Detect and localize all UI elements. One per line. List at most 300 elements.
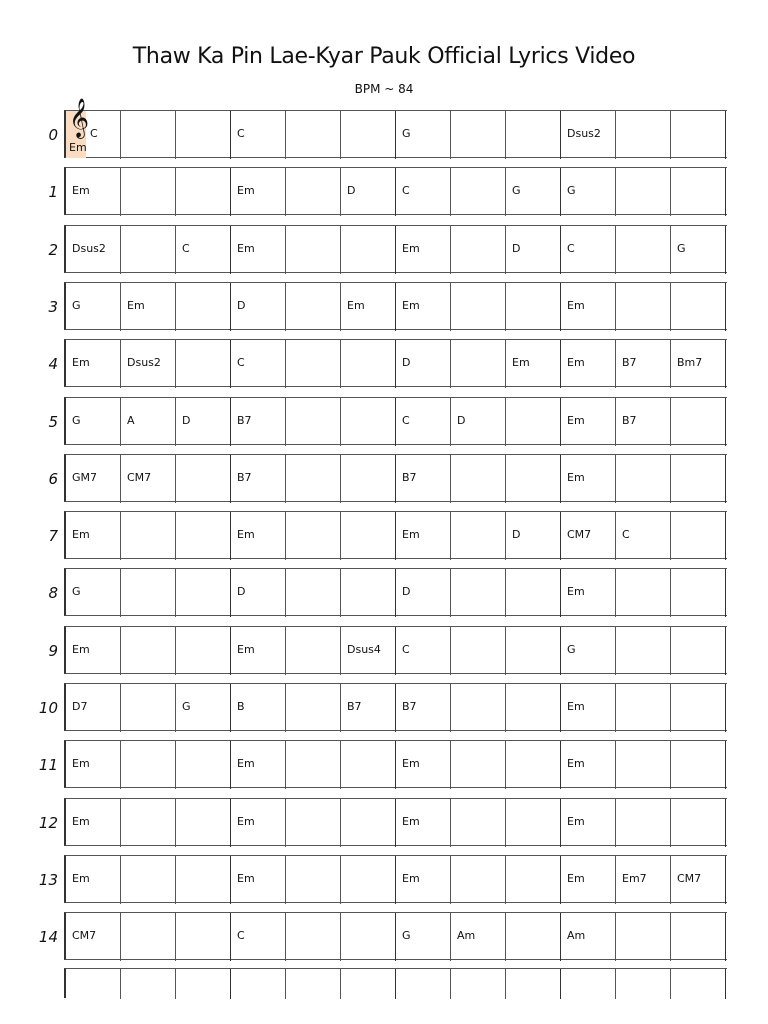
beat-cell[interactable] [506,799,561,847]
chord-label: Em [72,643,90,656]
chord-label: C [402,184,410,197]
beat-cell[interactable] [121,512,176,560]
beat-cell[interactable] [396,913,451,961]
beat-cell[interactable] [616,226,671,274]
chord-label: Em [402,872,420,885]
row-number: 8 [48,584,58,602]
beat-cell[interactable] [616,455,671,503]
beat-cell[interactable] [176,111,231,159]
chord-label: B7 [402,700,417,713]
measure-strip [64,454,727,502]
chord-label: Em [347,299,365,312]
chord-label: B7 [622,414,637,427]
chord-label: Em [237,643,255,656]
chord-row [0,855,768,903]
beat-cell[interactable] [231,569,286,617]
chord-label: Em [512,356,530,369]
beat-cell[interactable] [616,799,671,847]
beat-cell[interactable] [66,98,121,159]
beat-cell[interactable] [286,684,341,732]
chord-label: D [237,585,246,598]
beat-cell[interactable] [341,512,396,560]
chord-label: Em [72,356,90,369]
beat-cell[interactable] [671,283,726,331]
beat-cell[interactable] [396,340,451,388]
beat-cell[interactable] [396,455,451,503]
beat-cell[interactable] [396,283,451,331]
beat-cell[interactable] [506,627,561,675]
beat-cell[interactable] [671,627,726,675]
beat-cell[interactable] [231,226,286,274]
beat-cell[interactable] [66,969,121,999]
beat-cell[interactable] [231,455,286,503]
beat-cell[interactable] [66,856,121,904]
beat-cell[interactable] [616,168,671,216]
beat-cell[interactable] [341,455,396,503]
chord-label: Em [72,815,90,828]
beat-cell[interactable] [616,340,671,388]
chord-label: Em [402,815,420,828]
beat-cell[interactable] [66,569,121,617]
beat-cell[interactable] [616,741,671,789]
chord-label: D [402,356,411,369]
beat-cell[interactable] [451,856,506,904]
beat-cell[interactable] [66,684,121,732]
chord-label: CM7 [127,471,152,484]
beat-cell[interactable] [286,627,341,675]
beat-cell[interactable] [286,741,341,789]
beat-cell[interactable] [286,913,341,961]
beat-cell[interactable] [121,283,176,331]
row-number: 4 [48,355,58,373]
beat-cell[interactable] [66,799,121,847]
beat-cell[interactable] [451,913,506,961]
chord-row [0,282,768,330]
chord-label: G [182,700,191,713]
chord-label: Em [127,299,145,312]
beat-cell[interactable] [506,741,561,789]
beat-cell[interactable] [121,398,176,446]
beat-cell[interactable] [561,856,616,904]
chord-row [0,511,768,559]
beat-cell[interactable] [231,168,286,216]
beat-cell[interactable] [341,111,396,159]
row-number: 14 [38,928,58,946]
chord-label: Em [567,757,585,770]
chord-label: G [567,643,576,656]
beat-cell[interactable] [231,856,286,904]
chord-label: D [182,414,191,427]
beat-cell[interactable] [616,512,671,560]
chord-label: Em [72,757,90,770]
treble-clef-icon: 𝄞 [69,98,90,138]
row-number: 1 [48,183,58,201]
beat-cell[interactable] [671,799,726,847]
beat-cell[interactable] [671,856,726,904]
beat-cell[interactable] [616,569,671,617]
measure-strip [64,511,727,559]
beat-cell[interactable] [396,111,451,159]
beat-cell[interactable] [231,512,286,560]
beat-cell[interactable] [671,569,726,617]
measure-strip [64,339,727,387]
chord-label: G [567,184,576,197]
beat-cell[interactable] [506,455,561,503]
beat-cell[interactable] [506,283,561,331]
beat-cell[interactable] [341,168,396,216]
beat-cell[interactable] [451,455,506,503]
chord-label: Em [567,299,585,312]
beat-cell[interactable] [616,856,671,904]
beat-cell[interactable] [451,398,506,446]
beat-cell[interactable] [66,168,121,216]
beat-cell[interactable] [121,969,176,999]
beat-cell[interactable] [231,283,286,331]
chord-label: Em [567,414,585,427]
beat-cell[interactable] [286,111,341,159]
chord-label: Am [567,929,586,942]
beat-cell[interactable] [176,913,231,961]
beat-cell[interactable] [451,283,506,331]
beat-cell[interactable] [341,913,396,961]
chord-label: C [237,929,245,942]
chord-label: Em [72,184,90,197]
chord-row [0,454,768,502]
beat-cell[interactable] [341,627,396,675]
beat-cell[interactable] [66,512,121,560]
chord-label: C [402,414,410,427]
beat-cell[interactable] [66,283,121,331]
beat-cell[interactable] [451,340,506,388]
beat-cell[interactable] [121,340,176,388]
beat-cell[interactable] [561,569,616,617]
beat-cell[interactable] [561,283,616,331]
measure-strip [64,855,727,903]
beat-cell[interactable] [176,856,231,904]
beat-cell[interactable] [671,168,726,216]
beat-cell[interactable] [231,684,286,732]
beat-cell[interactable] [616,684,671,732]
chord-label: CM7 [567,528,592,541]
song-title: Thaw Ka Pin Lae-Kyar Pauk Official Lyrics Video [132,44,636,69]
beat-cell[interactable] [396,569,451,617]
beat-cell[interactable] [176,512,231,560]
beat-cell[interactable] [671,111,726,159]
beat-cell[interactable] [671,455,726,503]
beat-cell[interactable] [671,969,726,999]
beat-cell[interactable] [286,799,341,847]
beat-cell[interactable] [506,913,561,961]
beat-cell[interactable] [231,913,286,961]
beat-cell[interactable] [506,340,561,388]
beat-cell[interactable] [121,168,176,216]
row-number: 12 [38,814,58,832]
chord-label: Em [402,242,420,255]
chord-label: C [182,242,190,255]
tempo-label: BPM ~ 84 [354,82,414,96]
beat-cell[interactable] [451,512,506,560]
beat-cell[interactable] [176,398,231,446]
beat-cell[interactable] [286,856,341,904]
beat-cell[interactable] [176,340,231,388]
beat-cell[interactable] [451,226,506,274]
beat-cell[interactable] [506,111,561,159]
chord-label: D [512,528,521,541]
measure-strip [64,740,727,788]
measure-strip [64,282,727,330]
beat-cell[interactable] [66,627,121,675]
beat-cell[interactable] [341,856,396,904]
chord-row [0,397,768,445]
chord-label: B7 [347,700,362,713]
chord-label: GM7 [72,471,98,484]
beat-cell[interactable] [561,398,616,446]
beat-cell[interactable] [176,741,231,789]
beat-cell[interactable] [616,913,671,961]
chord-label: Em [402,757,420,770]
beat-cell[interactable] [451,969,506,999]
beat-cell[interactable] [286,969,341,999]
beat-cell[interactable] [66,398,121,446]
row-number: 11 [38,756,58,774]
chord-label: Em [237,757,255,770]
beat-cell[interactable] [231,340,286,388]
chord-label: CM7 [677,872,702,885]
beat-cell[interactable] [396,799,451,847]
beat-cell[interactable] [451,569,506,617]
beat-cell[interactable] [121,226,176,274]
beat-cell[interactable] [341,741,396,789]
beat-cell[interactable] [176,455,231,503]
chord-label: Em [237,815,255,828]
beat-cell[interactable] [561,512,616,560]
beat-cell[interactable] [671,741,726,789]
beat-cell[interactable] [341,684,396,732]
chord-label: Em [402,299,420,312]
beat-cell[interactable] [396,856,451,904]
beat-cell[interactable] [176,226,231,274]
beat-cell[interactable] [396,398,451,446]
chord-label: Em [237,242,255,255]
beat-cell[interactable] [671,398,726,446]
beat-cell[interactable] [231,111,286,159]
measure-strip [64,626,727,674]
chord-row [0,98,768,158]
beat-cell[interactable] [561,684,616,732]
beat-cell[interactable] [176,627,231,675]
beat-cell[interactable] [286,168,341,216]
beat-cell[interactable] [286,455,341,503]
beat-cell[interactable] [506,969,561,999]
beat-cell[interactable] [176,168,231,216]
beat-cell[interactable] [506,398,561,446]
beat-cell[interactable] [121,569,176,617]
chord-label: B7 [237,471,252,484]
beat-cell[interactable] [561,226,616,274]
beat-cell[interactable] [396,969,451,999]
beat-cell[interactable] [396,684,451,732]
beat-cell[interactable] [671,226,726,274]
chord-label: Em [237,872,255,885]
beat-cell[interactable] [671,512,726,560]
beat-cell[interactable] [286,340,341,388]
beat-cell[interactable] [506,512,561,560]
beat-cell[interactable] [341,569,396,617]
beat-cell[interactable] [286,569,341,617]
chord-label: Dsus2 [72,242,106,255]
beat-cell[interactable] [616,283,671,331]
beat-cell[interactable] [341,340,396,388]
chord-label: A [127,414,135,427]
chord-label: C [90,127,98,140]
beat-cell[interactable] [671,684,726,732]
beat-cell[interactable] [121,684,176,732]
chord-label: Em [72,528,90,541]
beat-cell[interactable] [341,283,396,331]
beat-cell[interactable] [176,569,231,617]
measure-strip [64,912,727,960]
beat-cell[interactable] [286,398,341,446]
beat-cell[interactable] [396,226,451,274]
beat-cell[interactable] [341,226,396,274]
beat-cell[interactable] [506,856,561,904]
chord-label: Em [567,471,585,484]
chord-label: D7 [72,700,88,713]
beat-cell[interactable] [506,684,561,732]
chord-label: Em [237,184,255,197]
beat-cell[interactable] [451,168,506,216]
beat-cell[interactable] [561,168,616,216]
beat-cell[interactable] [396,741,451,789]
beat-cell[interactable] [506,226,561,274]
partial-row [64,968,727,998]
chord-label: G [72,299,81,312]
beat-cell[interactable] [451,627,506,675]
chord-label: B7 [402,471,417,484]
beat-cell[interactable] [561,913,616,961]
beat-cell[interactable] [66,226,121,274]
beat-cell[interactable] [616,111,671,159]
beat-cell[interactable] [286,283,341,331]
beat-cell[interactable] [616,398,671,446]
beat-cell[interactable] [176,684,231,732]
beat-cell[interactable] [341,398,396,446]
chord-label: Em [72,872,90,885]
beat-cell[interactable] [66,455,121,503]
beat-cell[interactable] [231,799,286,847]
row-number: 5 [48,413,58,431]
beat-cell[interactable] [451,684,506,732]
beat-cell[interactable] [671,340,726,388]
beat-cell[interactable] [66,913,121,961]
beat-cell[interactable] [341,799,396,847]
chord-label: Em [402,528,420,541]
beat-cell[interactable] [176,969,231,999]
beat-cell[interactable] [286,512,341,560]
measure-strip [64,225,727,273]
chord-row [0,626,768,674]
chord-label: Dsus4 [347,643,381,656]
beat-cell[interactable] [671,913,726,961]
chord-row [0,225,768,273]
measure-strip [64,568,727,616]
beat-cell[interactable] [561,741,616,789]
chord-label: Em [237,528,255,541]
beat-cell[interactable] [561,111,616,159]
chord-label: B [237,700,245,713]
beat-cell[interactable] [66,340,121,388]
beat-cell[interactable] [561,799,616,847]
beat-cell[interactable] [451,111,506,159]
beat-cell[interactable] [176,283,231,331]
beat-cell[interactable] [66,741,121,789]
chord-label: G [677,242,686,255]
chord-label: Bm7 [677,356,703,369]
beat-cell[interactable] [231,398,286,446]
beat-cell[interactable] [341,969,396,999]
beat-cell[interactable] [396,627,451,675]
beat-cell[interactable] [121,856,176,904]
chord-label: C [237,356,245,369]
beat-cell[interactable] [451,741,506,789]
row-number: 0 [48,126,58,144]
beat-cell[interactable] [121,741,176,789]
chord-row [0,740,768,788]
beat-cell[interactable] [561,969,616,999]
chord-label: Dsus2 [567,127,601,140]
chord-label: C [402,643,410,656]
chord-label: G [72,585,81,598]
chord-row [0,167,768,215]
beat-cell[interactable] [176,799,231,847]
beat-cell[interactable] [286,226,341,274]
chord-row [0,683,768,731]
beat-cell[interactable] [451,799,506,847]
measure-strip [64,98,727,158]
chord-label: C [622,528,630,541]
chord-row [0,798,768,846]
beat-cell[interactable] [506,569,561,617]
beat-cell[interactable] [121,799,176,847]
beat-cell[interactable] [396,168,451,216]
beat-cell[interactable] [231,741,286,789]
beat-cell[interactable] [616,627,671,675]
chord-label: C [567,242,575,255]
beat-cell[interactable] [561,455,616,503]
chord-label: Dsus2 [127,356,161,369]
chord-label: G [402,929,411,942]
beat-cell[interactable] [561,340,616,388]
measure-strip [64,167,727,215]
beat-cell[interactable] [231,627,286,675]
chord-label: G [72,414,81,427]
beat-cell[interactable] [616,969,671,999]
chord-label: Em7 [622,872,647,885]
beat-cell[interactable] [561,627,616,675]
beat-cell[interactable] [121,627,176,675]
row-number: 9 [48,642,58,660]
beat-cell[interactable] [396,512,451,560]
chord-row [0,568,768,616]
chord-label: D [347,184,356,197]
beat-cell[interactable] [506,168,561,216]
beat-cell[interactable] [121,111,176,159]
beat-cell[interactable] [121,455,176,503]
beat-cell[interactable] [231,969,286,999]
beat-cell[interactable] [121,913,176,961]
chord-label: G [402,127,411,140]
row-number: 2 [48,241,58,259]
